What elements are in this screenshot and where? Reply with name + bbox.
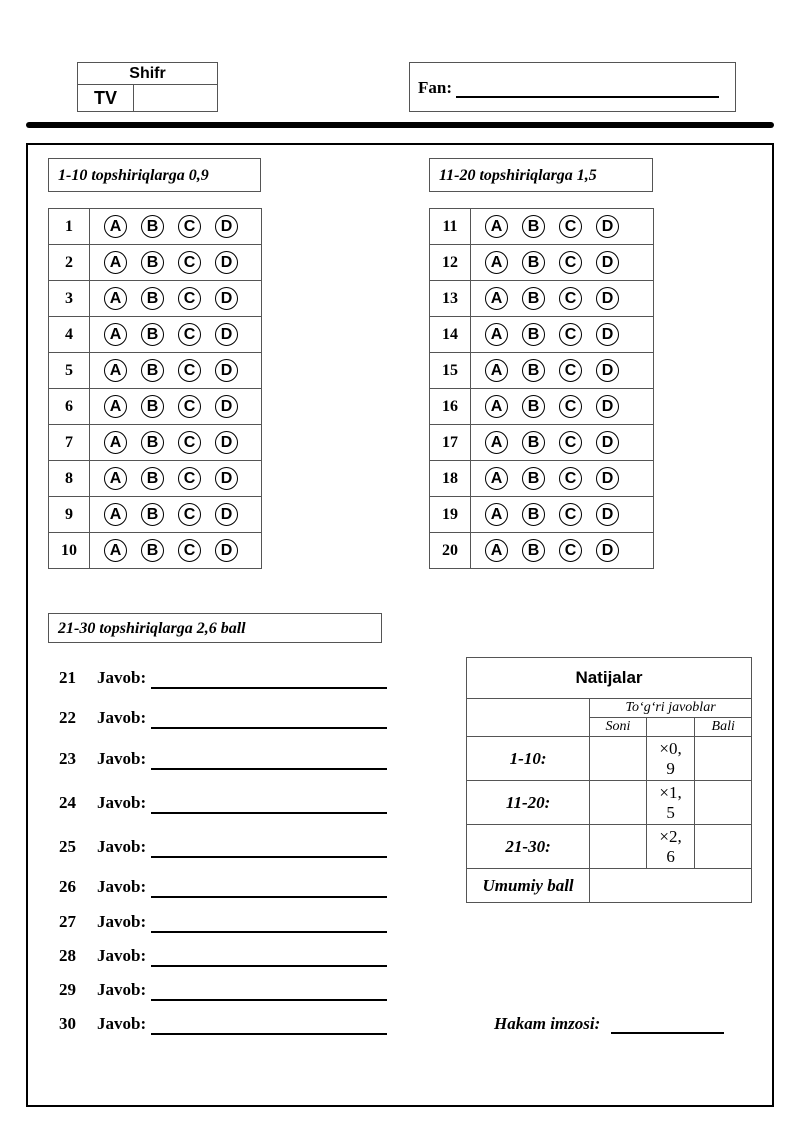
answer-options: [471, 281, 654, 317]
correct-answers-header: To‘g‘ri javoblar: [590, 699, 752, 718]
bubble-option-d[interactable]: D: [215, 395, 238, 418]
bubble-option-d[interactable]: D: [215, 215, 238, 238]
javob-label: Javob:: [97, 1014, 147, 1033]
bali-cell[interactable]: [695, 781, 752, 825]
answer-options: [471, 461, 654, 497]
question-number: 7: [49, 425, 90, 461]
javob-label: Javob:: [97, 668, 147, 687]
bubble-option-b[interactable]: B: [141, 467, 164, 490]
results-row-label: 11-20:: [467, 781, 590, 825]
question-number: 27: [59, 912, 76, 931]
bubble-option-a[interactable]: A: [485, 467, 508, 490]
question-number: 23: [59, 749, 76, 768]
judge-signature-label: Hakam imzosi:: [494, 1014, 601, 1033]
bubble-option-c[interactable]: C: [178, 503, 201, 526]
bali-header: Bali: [695, 718, 752, 737]
question-number: 10: [49, 533, 90, 569]
question-number: 6: [49, 389, 90, 425]
mult-header: [646, 718, 695, 737]
bubble-option-d[interactable]: D: [215, 503, 238, 526]
bubble-option-b[interactable]: B: [522, 323, 545, 346]
results-table: [466, 657, 752, 903]
bubble-option-c[interactable]: C: [178, 539, 201, 562]
javob-answer-line[interactable]: [151, 768, 387, 770]
bubble-option-d[interactable]: D: [215, 539, 238, 562]
bubble-option-a[interactable]: A: [104, 503, 127, 526]
bubble-option-c[interactable]: C: [559, 395, 582, 418]
javob-label: Javob:: [97, 946, 147, 965]
bubble-option-a[interactable]: A: [104, 467, 127, 490]
bubble-option-a[interactable]: A: [485, 251, 508, 274]
answer-row: [49, 389, 262, 425]
bubble-option-a[interactable]: A: [104, 215, 127, 238]
bubble-option-d[interactable]: D: [215, 323, 238, 346]
section-title-3: 21-30 topshiriqlarga 2,6 ball: [48, 613, 382, 643]
question-number: 28: [59, 946, 76, 965]
answer-options: [90, 497, 262, 533]
bubble-option-c[interactable]: C: [559, 251, 582, 274]
answer-table-1-10: [48, 208, 262, 569]
answer-options: [471, 389, 654, 425]
bali-cell[interactable]: [695, 737, 752, 781]
multiplier-a: ×1,: [659, 782, 682, 802]
javob-label: Javob:: [97, 837, 147, 856]
answer-row: [49, 533, 262, 569]
bubble-option-a[interactable]: A: [104, 251, 127, 274]
javob-answer-line[interactable]: [151, 965, 387, 967]
bubble-option-b[interactable]: B: [522, 431, 545, 454]
results-row-label: 21-30:: [467, 825, 590, 869]
answer-options: [471, 209, 654, 245]
question-number: 20: [430, 533, 471, 569]
answer-row: [430, 245, 654, 281]
bubble-option-d[interactable]: D: [215, 359, 238, 382]
multiplier-b: 5: [666, 802, 675, 822]
judge-signature-line[interactable]: [611, 1032, 724, 1034]
answer-options: [90, 461, 262, 497]
answer-row: [49, 461, 262, 497]
bubble-option-c[interactable]: C: [178, 395, 201, 418]
question-number: 18: [430, 461, 471, 497]
bubble-option-b[interactable]: B: [522, 395, 545, 418]
shifr-code: TV: [78, 85, 134, 111]
bubble-option-d[interactable]: D: [596, 467, 619, 490]
answer-row: [430, 533, 654, 569]
answer-options: [90, 317, 262, 353]
javob-label: Javob:: [97, 912, 147, 931]
bubble-option-d[interactable]: D: [596, 251, 619, 274]
answer-row: [430, 425, 654, 461]
answer-options: [90, 281, 262, 317]
fan-box: [409, 62, 736, 112]
answer-row: [430, 317, 654, 353]
bubble-option-d[interactable]: D: [596, 323, 619, 346]
answer-row: [430, 389, 654, 425]
javob-answer-line[interactable]: [151, 896, 387, 898]
bubble-option-a[interactable]: A: [485, 539, 508, 562]
question-number: 25: [59, 837, 76, 856]
bubble-option-a[interactable]: A: [104, 395, 127, 418]
bubble-option-c[interactable]: C: [559, 503, 582, 526]
bubble-option-a[interactable]: A: [485, 323, 508, 346]
question-number: 26: [59, 877, 76, 896]
answer-row: [430, 209, 654, 245]
answer-options: [471, 533, 654, 569]
question-number: 14: [430, 317, 471, 353]
bubble-option-b[interactable]: B: [141, 323, 164, 346]
bubble-option-b[interactable]: B: [141, 215, 164, 238]
soni-header: Soni: [590, 718, 647, 737]
answer-row: [430, 497, 654, 533]
question-number: 11: [430, 209, 471, 245]
question-number: 21: [59, 668, 76, 687]
javob-answer-line[interactable]: [151, 999, 387, 1001]
bubble-option-a[interactable]: A: [485, 431, 508, 454]
bubble-option-d[interactable]: D: [596, 503, 619, 526]
question-number: 24: [59, 793, 76, 812]
question-number: 30: [59, 1014, 76, 1033]
bubble-option-c[interactable]: C: [178, 287, 201, 310]
javob-label: Javob:: [97, 749, 147, 768]
soni-cell[interactable]: [590, 781, 647, 825]
question-number: 1: [49, 209, 90, 245]
answer-row: [49, 353, 262, 389]
bubble-option-c[interactable]: C: [559, 467, 582, 490]
answer-row: [49, 281, 262, 317]
bubble-option-b[interactable]: B: [141, 503, 164, 526]
bubble-option-a[interactable]: A: [104, 287, 127, 310]
bubble-option-b[interactable]: B: [522, 251, 545, 274]
bubble-option-a[interactable]: A: [485, 503, 508, 526]
question-number: 16: [430, 389, 471, 425]
bubble-option-c[interactable]: C: [559, 215, 582, 238]
answer-row: [49, 425, 262, 461]
bubble-option-d[interactable]: D: [596, 431, 619, 454]
bubble-option-d[interactable]: D: [596, 215, 619, 238]
bubble-option-c[interactable]: C: [178, 431, 201, 454]
javob-label: Javob:: [97, 877, 147, 896]
total-label: Umumiy ball: [467, 869, 590, 903]
javob-answer-line[interactable]: [151, 812, 387, 814]
bubble-option-a[interactable]: A: [104, 431, 127, 454]
answer-options: [471, 317, 654, 353]
bubble-option-d[interactable]: D: [215, 431, 238, 454]
bubble-option-b[interactable]: B: [141, 251, 164, 274]
multiplier-b: 9: [666, 758, 675, 778]
fan-input-line[interactable]: [456, 96, 719, 98]
shifr-title: Shifr: [78, 63, 217, 85]
multiplier-a: ×2,: [659, 826, 682, 846]
fan-label: Fan:: [418, 78, 452, 97]
question-number: 5: [49, 353, 90, 389]
bubble-option-a[interactable]: A: [104, 359, 127, 382]
bubble-option-a[interactable]: A: [485, 287, 508, 310]
bubble-option-a[interactable]: A: [104, 323, 127, 346]
soni-cell[interactable]: [590, 825, 647, 869]
bali-cell[interactable]: [695, 825, 752, 869]
bubble-option-b[interactable]: B: [522, 539, 545, 562]
question-number: 12: [430, 245, 471, 281]
multiplier-a: ×0,: [659, 738, 682, 758]
javob-label: Javob:: [97, 793, 147, 812]
answer-row: [430, 281, 654, 317]
bubble-option-b[interactable]: B: [522, 359, 545, 382]
bubble-option-d[interactable]: D: [596, 359, 619, 382]
bubble-option-d[interactable]: D: [215, 287, 238, 310]
answer-options: [471, 425, 654, 461]
bubble-option-b[interactable]: B: [141, 395, 164, 418]
bubble-option-b[interactable]: B: [141, 431, 164, 454]
answer-options: [90, 533, 262, 569]
soni-cell[interactable]: [590, 737, 647, 781]
answer-options: [471, 497, 654, 533]
answer-row: [49, 317, 262, 353]
bubble-option-c[interactable]: C: [559, 359, 582, 382]
bubble-option-a[interactable]: A: [485, 395, 508, 418]
bubble-option-b[interactable]: B: [522, 467, 545, 490]
section-title-1: 1-10 topshiriqlarga 0,9: [48, 158, 261, 192]
answer-options: [90, 425, 262, 461]
bubble-option-a[interactable]: A: [485, 215, 508, 238]
bubble-option-b[interactable]: B: [141, 539, 164, 562]
answer-row: [49, 497, 262, 533]
results-empty-header: [467, 699, 590, 737]
question-number: 3: [49, 281, 90, 317]
bubble-option-b[interactable]: B: [522, 503, 545, 526]
section-title-2: 11-20 topshiriqlarga 1,5: [429, 158, 653, 192]
bubble-option-c[interactable]: C: [559, 323, 582, 346]
multiplier-cell: [646, 737, 695, 781]
bubble-option-c[interactable]: C: [559, 431, 582, 454]
bubble-option-d[interactable]: D: [215, 251, 238, 274]
answer-row: [49, 245, 262, 281]
question-number: 29: [59, 980, 76, 999]
bubble-option-b[interactable]: B: [141, 287, 164, 310]
question-number: 17: [430, 425, 471, 461]
bubble-option-c[interactable]: C: [178, 215, 201, 238]
results-title: Natijalar: [467, 658, 752, 699]
bubble-option-d[interactable]: D: [215, 467, 238, 490]
javob-answer-line[interactable]: [151, 1033, 387, 1035]
question-number: 2: [49, 245, 90, 281]
question-number: 4: [49, 317, 90, 353]
bubble-option-a[interactable]: A: [104, 539, 127, 562]
bubble-option-b[interactable]: B: [522, 215, 545, 238]
answer-row: [430, 353, 654, 389]
question-number: 15: [430, 353, 471, 389]
multiplier-b: 6: [666, 846, 675, 866]
answer-table-11-20: [429, 208, 654, 569]
answer-options: [90, 245, 262, 281]
javob-answer-line[interactable]: [151, 727, 387, 729]
answer-options: [471, 245, 654, 281]
answer-options: [90, 389, 262, 425]
question-number: 13: [430, 281, 471, 317]
bubble-option-c[interactable]: C: [178, 323, 201, 346]
question-number: 22: [59, 708, 76, 727]
bubble-option-b[interactable]: B: [522, 287, 545, 310]
multiplier-cell: [646, 825, 695, 869]
header-divider: [26, 122, 774, 128]
total-cell[interactable]: [590, 869, 752, 903]
results-row-label: 1-10:: [467, 737, 590, 781]
answer-row: [430, 461, 654, 497]
bubble-option-d[interactable]: D: [596, 287, 619, 310]
bubble-option-c[interactable]: C: [559, 287, 582, 310]
bubble-option-c[interactable]: C: [178, 359, 201, 382]
question-number: 19: [430, 497, 471, 533]
bubble-option-d[interactable]: D: [596, 395, 619, 418]
question-number: 8: [49, 461, 90, 497]
answer-options: [471, 353, 654, 389]
answer-options: [90, 353, 262, 389]
answer-row: [49, 209, 262, 245]
bubble-option-c[interactable]: C: [559, 539, 582, 562]
javob-answer-line[interactable]: [151, 687, 387, 689]
javob-answer-line[interactable]: [151, 856, 387, 858]
shifr-box: [77, 62, 218, 112]
javob-label: Javob:: [97, 708, 147, 727]
javob-label: Javob:: [97, 980, 147, 999]
multiplier-cell: [646, 781, 695, 825]
bubble-option-c[interactable]: C: [178, 467, 201, 490]
question-number: 9: [49, 497, 90, 533]
answer-options: [90, 209, 262, 245]
bubble-option-c[interactable]: C: [178, 251, 201, 274]
bubble-option-d[interactable]: D: [596, 539, 619, 562]
bubble-option-a[interactable]: A: [485, 359, 508, 382]
bubble-option-b[interactable]: B: [141, 359, 164, 382]
javob-answer-line[interactable]: [151, 931, 387, 933]
